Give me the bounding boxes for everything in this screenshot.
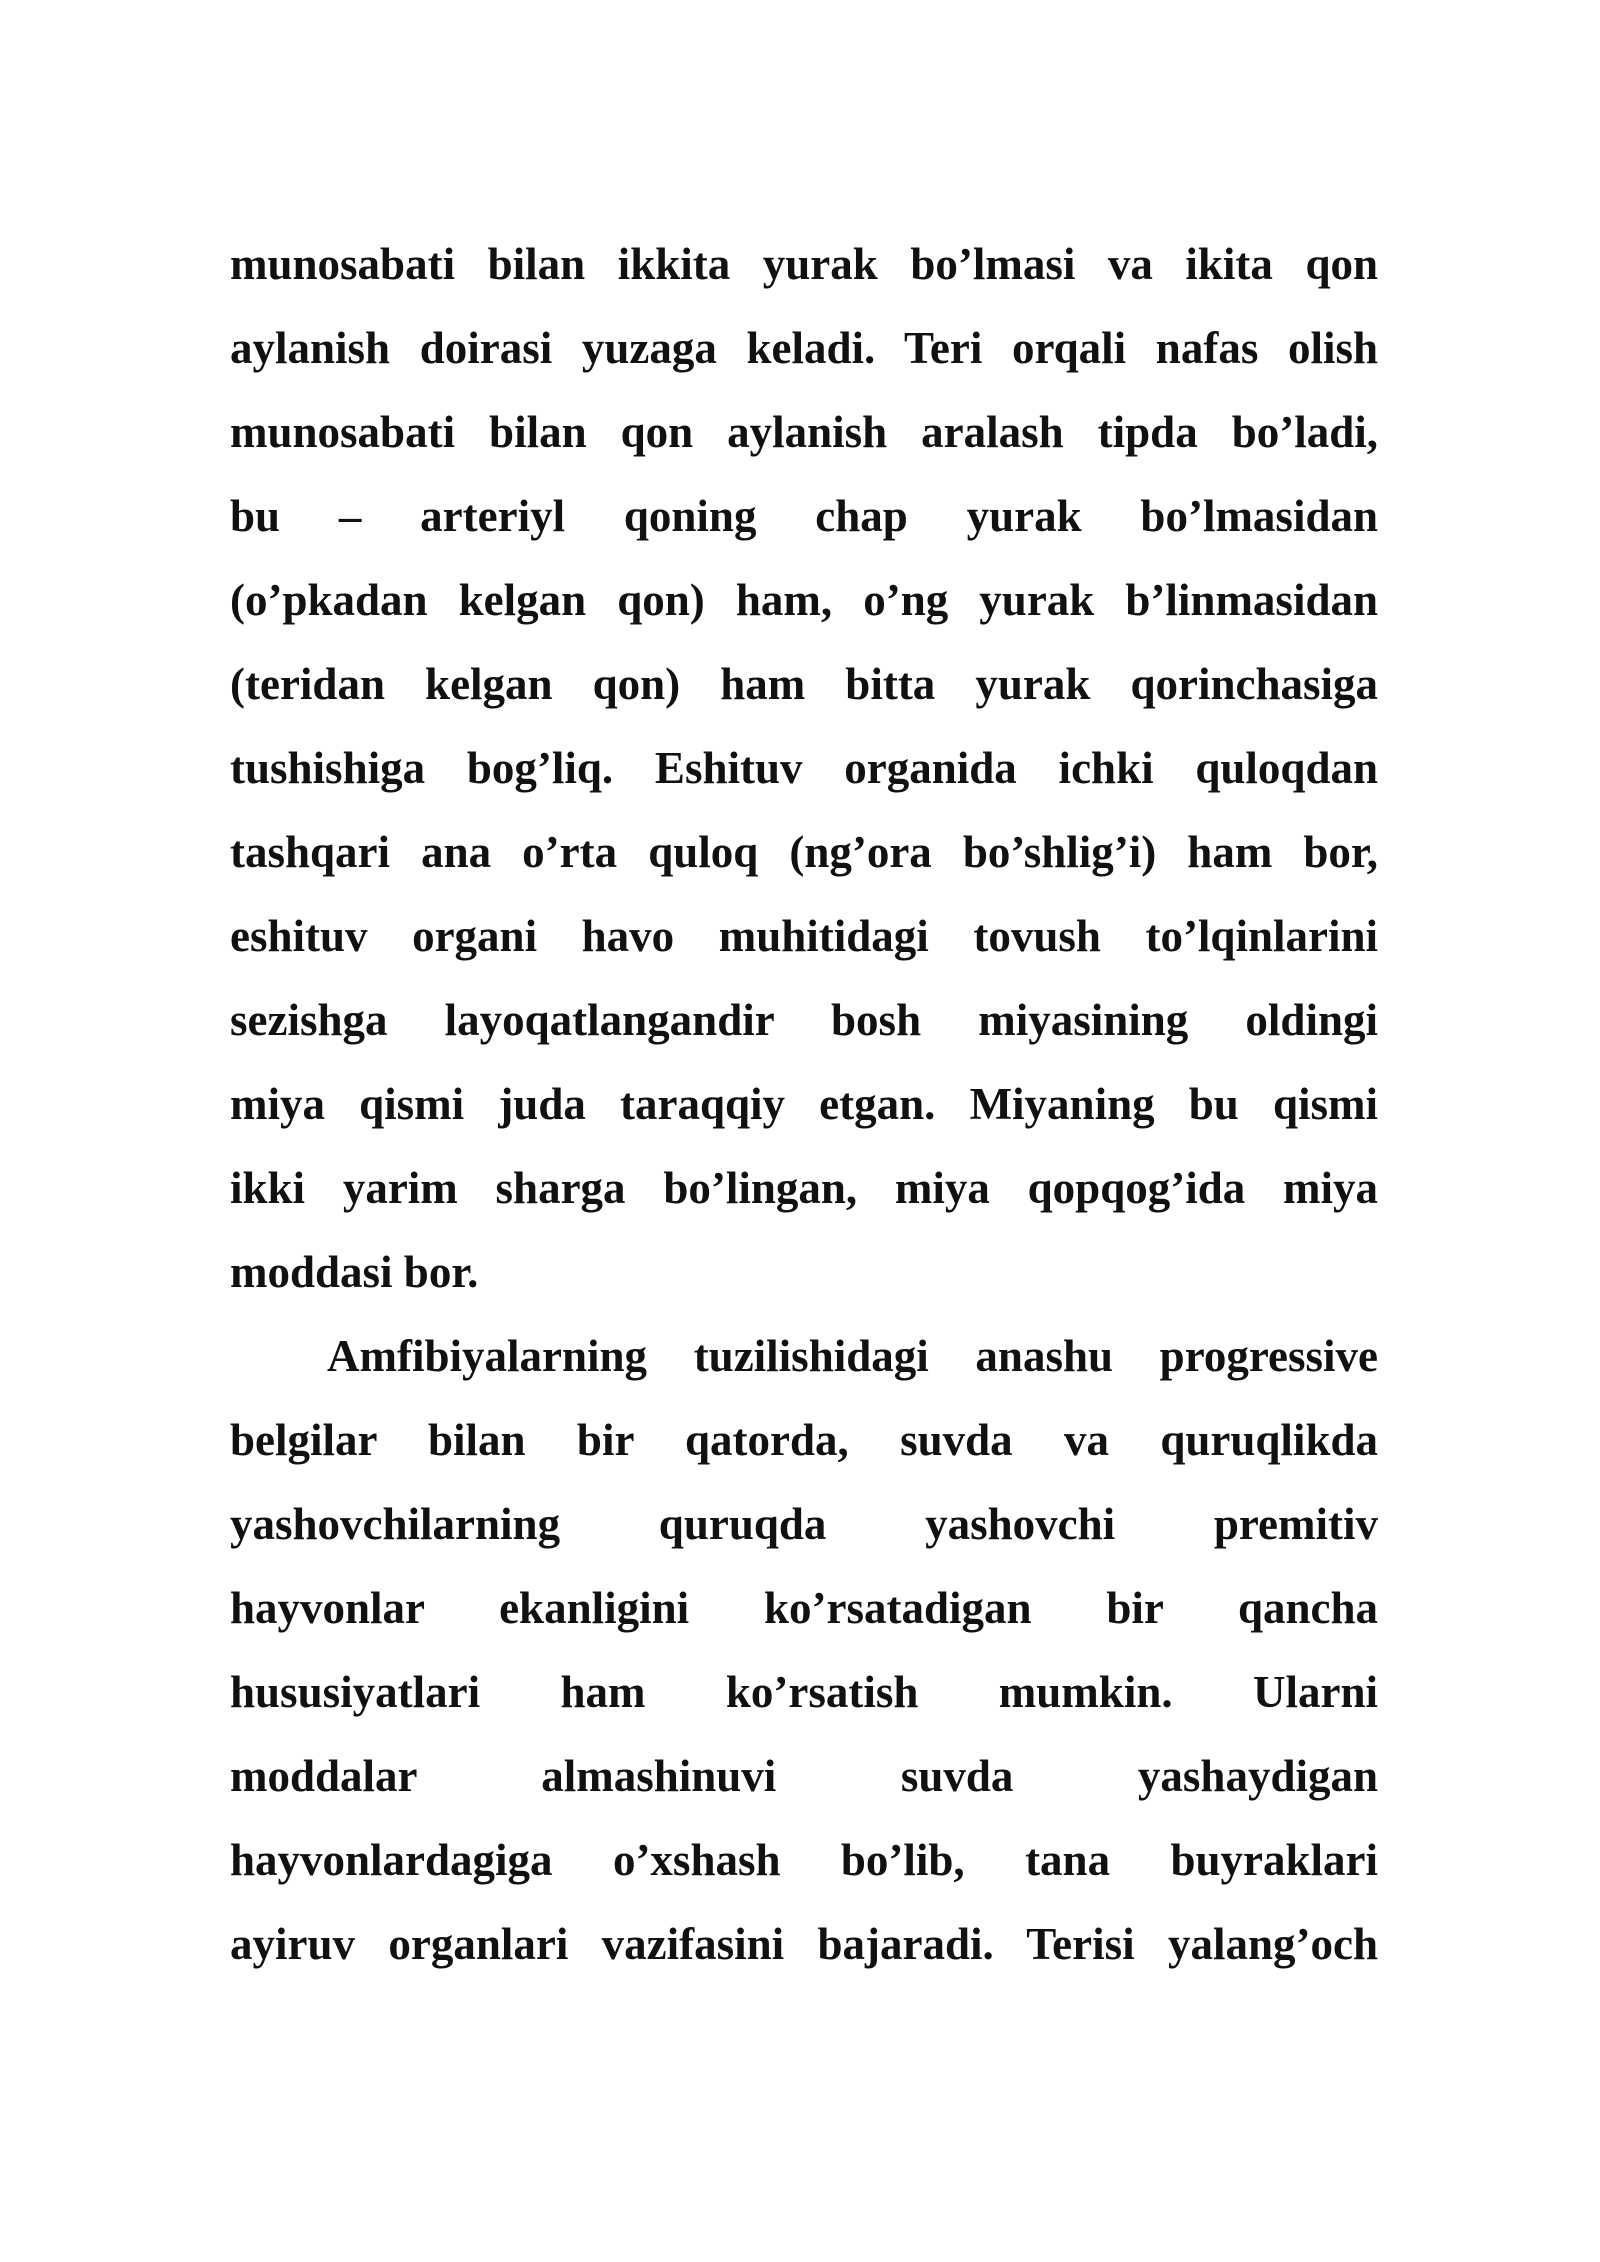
text-line: hayvonlardagiga o’xshash bo’lib, tana buyraklari <box>230 1835 1378 1885</box>
text-line: tushishiga bog’liq. Eshituv organida ichki quloqdan <box>230 743 1378 793</box>
text-line: eshituv organi havo muhitidagi tovush to’lqinlarini <box>230 911 1378 961</box>
text-line: miya qismi juda taraqqiy etgan. Miyaning bu qismi <box>230 1079 1378 1129</box>
text-line: belgilar bilan bir qatorda, suvda va quruqlikda <box>230 1415 1378 1465</box>
text-line: munosabati bilan qon aylanish aralash tipda bo’ladi, <box>230 407 1378 457</box>
text-line: moddalar almashinuvi suvda yashaydigan <box>230 1751 1378 1801</box>
text-line: (o’pkadan kelgan qon) ham, o’ng yurak b’linmasidan <box>230 575 1378 625</box>
text-line: (teridan kelgan qon) ham bitta yurak qorinchasiga <box>230 659 1378 709</box>
paragraph-2 <box>230 1314 1378 1986</box>
text-line: ikki yarim sharga bo’lingan, miya qopqog’ida miya <box>230 1163 1378 1213</box>
text-line: moddasi bor. <box>230 1247 479 1297</box>
text-line: tashqari ana o’rta quloq (ng’ora bo’shlig’i) ham bor, <box>230 827 1378 877</box>
text-line: Amfibiyalarning tuzilishidagi anashu progressive <box>327 1331 1378 1381</box>
text-line: bu – arteriyl qoning chap yurak bo’lmasidan <box>230 491 1378 541</box>
body-text <box>230 222 1378 1986</box>
text-line: aylanish doirasi yuzaga keladi. Teri orqali nafas olish <box>230 323 1378 373</box>
text-line: sezishga layoqatlangandir bosh miyasining oldingi <box>230 995 1378 1045</box>
paragraph-1 <box>230 222 1378 1314</box>
text-line: hususiyatlari ham ko’rsatish mumkin. Ularni <box>230 1667 1378 1717</box>
text-line: ayiruv organlari vazifasini bajaradi. Terisi yalang’och <box>230 1919 1378 1969</box>
text-line: yashovchilarning quruqda yashovchi premitiv <box>230 1499 1378 1549</box>
text-line: hayvonlar ekanligini ko’rsatadigan bir qancha <box>230 1583 1378 1633</box>
text-line: munosabati bilan ikkita yurak bo’lmasi va ikita qon <box>230 239 1378 289</box>
